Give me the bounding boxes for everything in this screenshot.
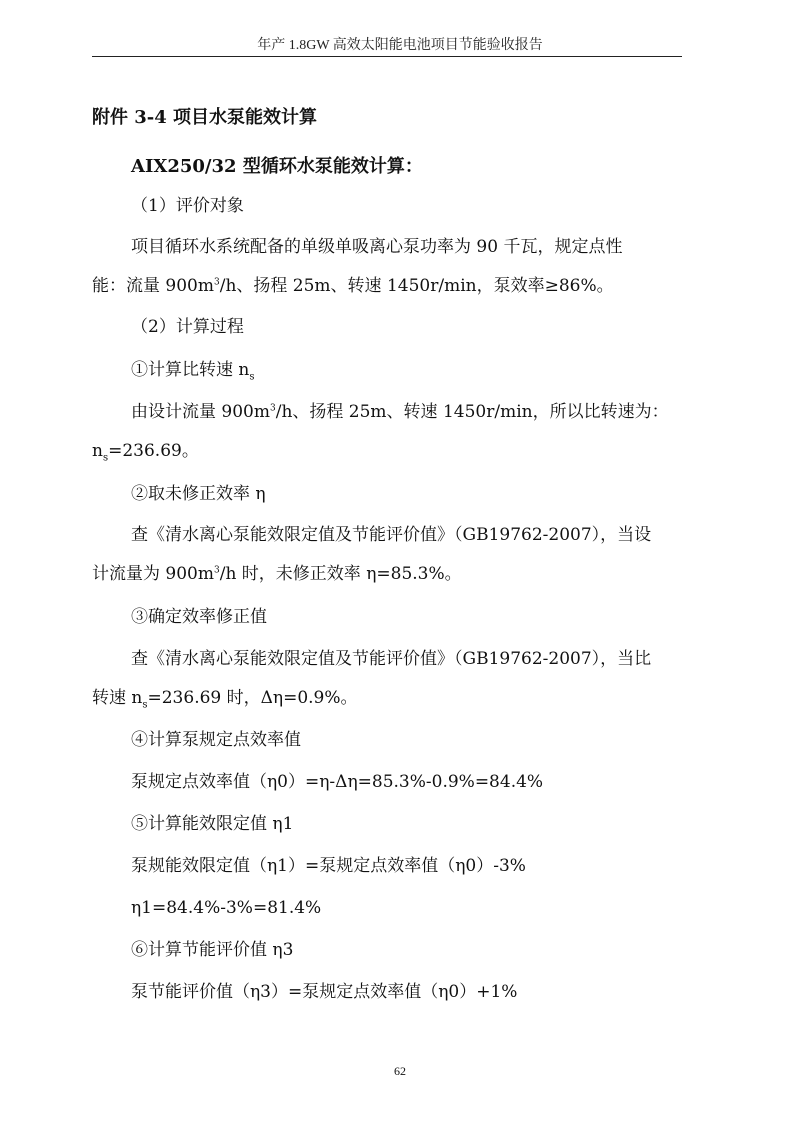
text-span: 能：流量 900m bbox=[92, 276, 214, 296]
superscript: 3 bbox=[213, 277, 220, 288]
paragraph-line bbox=[92, 688, 358, 711]
heading-evaluation-object: （1）评价对象 bbox=[131, 196, 244, 216]
step-heading: ②取未修正效率 η bbox=[131, 484, 266, 504]
text-span: 转速 n bbox=[92, 688, 143, 708]
running-header: 年产 1.8GW 高效太阳能电池项目节能验收报告 bbox=[257, 38, 543, 53]
superscript: 3 bbox=[269, 403, 276, 414]
superscript: 3 bbox=[213, 565, 220, 576]
formula-line: η1=84.4%-3%=81.4% bbox=[131, 898, 322, 918]
step-heading: ④计算泵规定点效率值 bbox=[131, 730, 301, 750]
formula-line: 泵规能效限定值（η1）=泵规定点效率值（η0）-3% bbox=[131, 856, 526, 876]
paragraph-line bbox=[92, 278, 614, 295]
text-span: /h、扬程 25m、转速 1450r/min，泵效率≥86%。 bbox=[219, 276, 614, 296]
text-span: =236.69。 bbox=[108, 441, 199, 461]
paragraph-line: 查《清水离心泵能效限定值及节能评价值》（GB19762-2007），当比 bbox=[131, 649, 652, 669]
text-span: 由设计流量 900m bbox=[131, 402, 270, 422]
paragraph-line: 查《清水离心泵能效限定值及节能评价值》（GB19762-2007），当设 bbox=[131, 525, 652, 545]
text-span: /h 时，未修正效率 η=85.3%。 bbox=[219, 564, 462, 584]
subscript: s bbox=[142, 699, 148, 711]
formula-line: 泵节能评价值（η3）=泵规定点效率值（η0）+1% bbox=[131, 982, 518, 1002]
page-number: 62 bbox=[394, 1064, 406, 1078]
header-rule bbox=[92, 56, 682, 57]
appendix-title: 附件 3-4 项目水泵能效计算 bbox=[92, 107, 318, 128]
step-heading: ⑤计算能效限定值 η1 bbox=[131, 814, 294, 834]
text-span: n bbox=[92, 441, 103, 461]
text-span: ①计算比转速 n bbox=[131, 360, 250, 380]
text-span: /h、扬程 25m、转速 1450r/min，所以比转速为： bbox=[275, 402, 669, 422]
step-heading bbox=[131, 360, 255, 383]
paragraph-line bbox=[92, 441, 199, 464]
paragraph-line bbox=[131, 404, 669, 421]
subscript: s bbox=[249, 371, 255, 383]
paragraph-line bbox=[92, 566, 462, 583]
formula-line: 泵规定点效率值（η0）=η-Δη=85.3%-0.9%=84.4% bbox=[131, 772, 544, 792]
text-span: 计流量为 900m bbox=[92, 564, 214, 584]
text-span: =236.69 时，Δη=0.9%。 bbox=[147, 688, 358, 708]
subscript: s bbox=[102, 452, 109, 464]
paragraph-line: 项目循环水系统配备的单级单吸离心泵功率为 90 千瓦，规定点性 bbox=[131, 237, 623, 257]
section-subtitle: AIX250/32 型循环水泵能效计算： bbox=[131, 156, 423, 177]
heading-calculation-process: （2）计算过程 bbox=[131, 317, 244, 337]
step-heading: ⑥计算节能评价值 η3 bbox=[131, 940, 294, 960]
step-heading: ③确定效率修正值 bbox=[131, 607, 267, 627]
